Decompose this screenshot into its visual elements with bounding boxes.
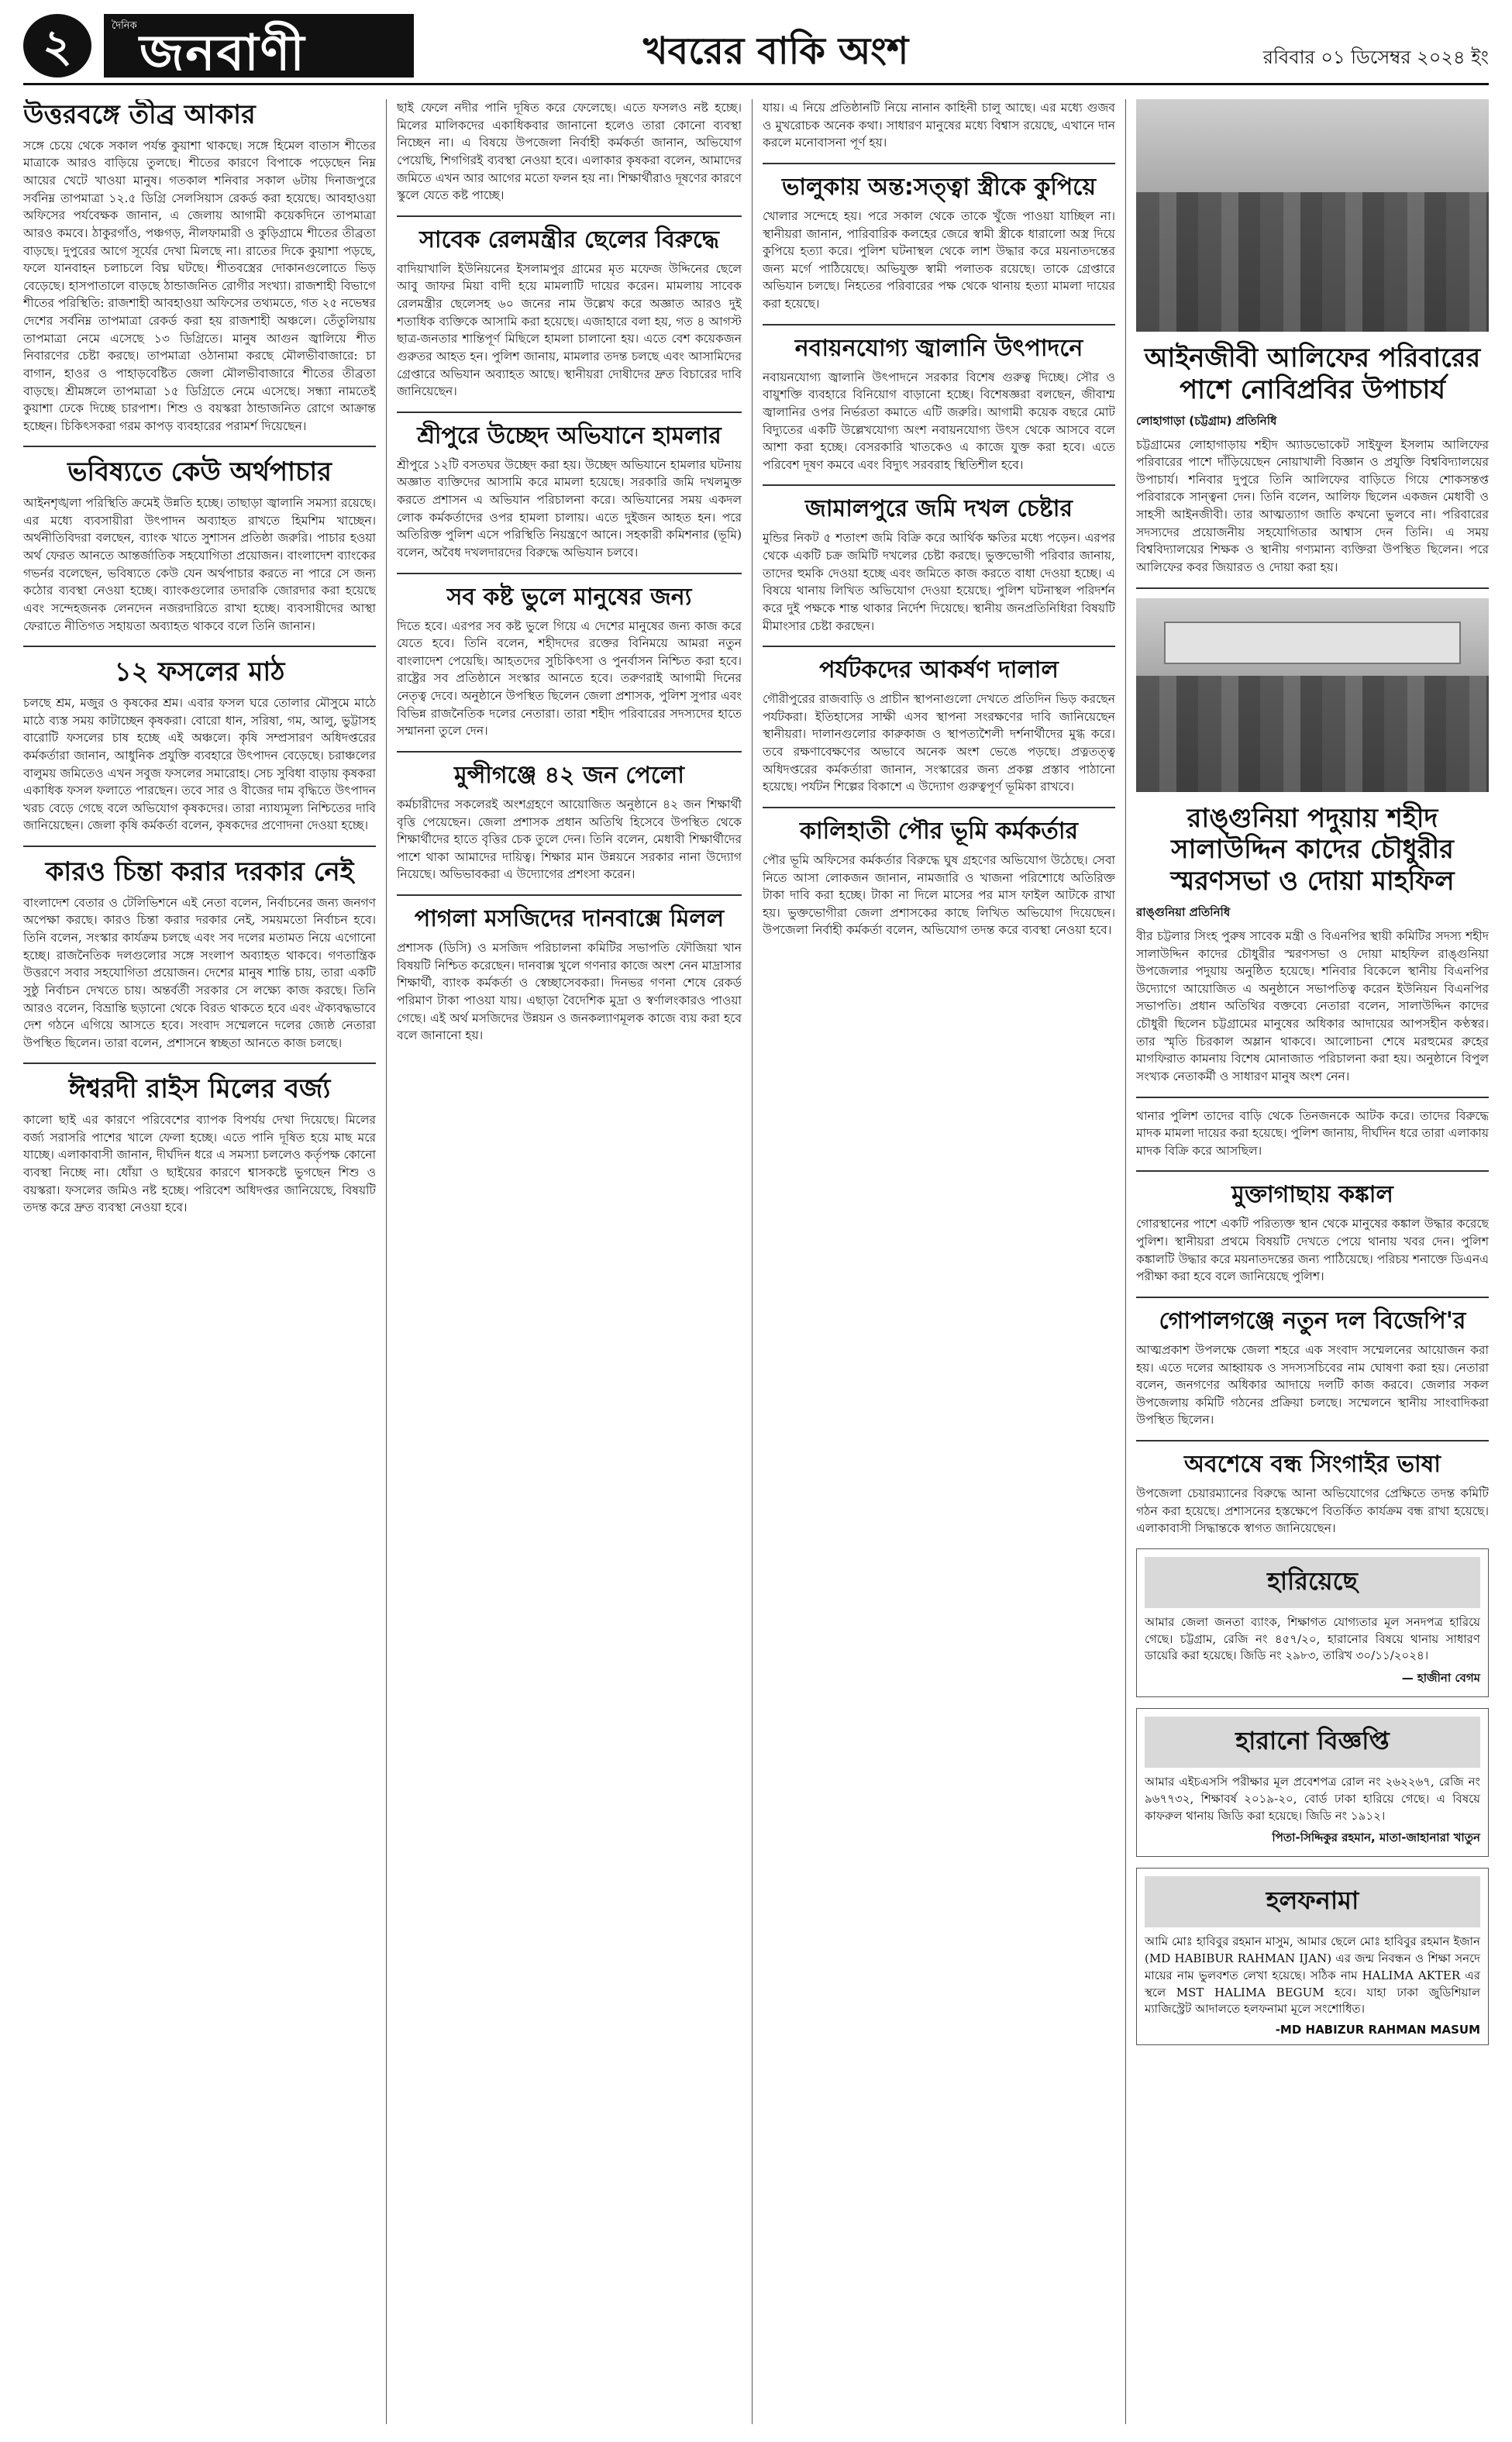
notice-title: হারানো বিজ্ঞপ্তি [1145, 1717, 1480, 1768]
story-headline: কারও চিন্তা করার দরকার নেই [45, 856, 354, 888]
story-body: আত্মপ্রকাশ উপলক্ষে জেলা শহরে এক সংবাদ সম্মেলনের আয়োজন করা হয়। এতে দলের আহ্বায়ক ও সদস্যসচিবের নাম ঘোষণা করা হয়। নেতারা বলেন, জনগণের অধিকার আদায়ে দলটি কাজ করবে। জেলার সকল উপজেলায় কমিটি গঠনের প্রক্রিয়া চলছে। সম্মেলনে স্থানীয় সাংবাদিকরা উপস্থিত ছিলেন। [1136, 1342, 1489, 1428]
story-headline: সব কষ্ট ভুলে মানুষের জন্য [446, 583, 692, 611]
story-divider [397, 573, 742, 574]
story-headline: ভালুকায় অন্ত:সত্ত্বা স্ত্রীকে কুপিয়ে [781, 173, 1097, 201]
story-headline: আইনজীবী আলিফের পরিবারের পাশে নোবিপ্রবির উপাচার্য [1144, 343, 1481, 405]
story-headline: সাবেক রেলমন্ত্রীর ছেলের বিরুদ্ধে [419, 226, 719, 253]
story-byline: রাঙ্গুনিয়া প্রতিনিধি [1136, 904, 1231, 919]
story-body: কালো ছাই এর কারণে পরিবেশের ব্যাপক বিপর্যয় দেখা দিয়েছে। মিলের বর্জ্য সরাসরি পাশের খালে ফেলা হচ্ছে। এতে পানি দূষিত হয়ে মাছ মরে যাচ্ছে। এলাকাবাসী জানান, দীর্ঘদিন ধরে এ সমস্যা চললেও কর্তৃপক্ষ কোনো ব্যবস্থা নিচ্ছে না। ধোঁয়া ও ছাইয়ের কারণে শ্বাসকষ্টে ভুগছেন শিশু ও বয়স্করা। ফসলের জমিও নষ্ট হচ্ছে। পরিবেশ অধিদপ্তর জানিয়েছে, বিষয়টি তদন্ত করে দ্রুত ব্যবস্থা নেওয়া হবে। [23, 1113, 376, 1215]
story-rangunia-memorial [1136, 803, 1489, 1086]
story-headline: জামালপুরে জমি দখল চেষ্টার [805, 495, 1073, 523]
page-number: ২ [23, 14, 91, 77]
story-body: ছাই ফেলে নদীর পানি দূষিত করে ফেলেছে। এতে ফসলও নষ্ট হচ্ছে। মিলের মালিকদের একাধিকবার জানানো হলেও তারা কোনো ব্যবস্থা নিচ্ছেন না। এ বিষয়ে উপজেলা নির্বাহী কর্মকর্তা জানান, অভিযোগ পেয়েছি, শিগগিরই ব্যবস্থা নেওয়া হবে। এলাকার কৃষকরা বলেন, আমাদের জমিতে এখন আর আগের মতো ফলন হয় না। শিক্ষার্থীরাও দূষণের কারণে স্কুলে যেতে কষ্ট পাচ্ছে। [397, 101, 742, 203]
story-gopalganj-party [1136, 1307, 1489, 1429]
story-body: যায়। এ নিয়ে প্রতিষ্ঠানটি নিয়ে নানান কাহিনী চালু আছে। এর মধ্যে গুজব ও মুখরোচক অনেক কথা। সাধারণ মানুষের মধ্যে বিশ্বাস রয়েছে, এখানে দান করলে মনোবাসনা পূর্ণ হয়। [763, 101, 1115, 150]
story-winter [23, 99, 376, 435]
story-divider [23, 1063, 376, 1064]
masthead [23, 14, 1489, 85]
story-headline: শ্রীপুরে উচ্ছেদ অভিযানে হামলার [417, 422, 722, 449]
story-headline: উত্তরবঙ্গে তীব্র আকার [23, 99, 256, 130]
story-divider [763, 484, 1115, 486]
story-body: সঙ্গে চেয়ে থেকে সকাল পর্যন্ত কুয়াশা থাকছে। সঙ্গে হিমেল বাতাস শীতের মাত্রাকে আরও বাড়িয়ে তুলছে। শীতের কারণে বিপাকে পড়েছেন নিম্ন আয়ের খেটে খাওয়া মানুষ। গতকাল শনিবার সকাল ৬টায় দিনাজপুরে সর্বনিম্ন তাপমাত্রা ১২.৫ ডিগ্রি সেলসিয়াস রেকর্ড করা হয়েছে। আবহাওয়া অফিসের পর্যবেক্ষক জানান, এ জেলায় আগামী কয়েকদিনে তাপমাত্রা আরও কমবে। ঠাকুরগাঁও, পঞ্চগড়, নীলফামারী ও কুড়িগ্রামে শীতের তীব্রতা বাড়ছে। দুপুরের আগে সূর্যের দেখা মিলছে না। রাতের দিকে কুয়াশা পড়ছে, ফলে যানবাহন চলাচলে বিঘ্ন ঘটছে। শীতবস্ত্রের দোকানগুলোতে ভিড় বেড়েছে। হাসপাতালে বাড়ছে ঠান্ডাজনিত রোগীর সংখ্যা। রাজশাহী বিভাগে শীতের পরিস্থিতি: রাজশাহী আবহাওয়া অফিসের তথ্যমতে, গত ২৫ নভেম্বর দেশের সর্বনিম্ন তাপমাত্রা রেকর্ড করা হয় রাজশাহী অঞ্চলে। তেঁতুলিয়ায় তাপমাত্রা নেমে এসেছে ১৩ ডিগ্রিতে। মানুষ আগুন জ্বালিয়ে শীত নিবারণের চেষ্টা করছে। তাপমাত্রা ওঠানামা করছে মৌলভীবাজারে: চা বাগান, হাওর ও পাহাড়বেষ্টিত জেলা মৌলভীবাজারে শীতের তীব্রতা বাড়ছে। শ্রীমঙ্গলে তাপমাত্রা ১৫ ডিগ্রিতে নেমে এসেছে। সন্ধ্যা নামতেই কুয়াশা ঢেকে দিচ্ছে চারপাশ। শিশু ও বয়স্করা ঠান্ডাজনিত রোগে আক্রান্ত হচ্ছেন। চিকিৎসকরা গরম কাপড় ব্যবহারের পরামর্শ দিয়েছেন। [23, 138, 376, 433]
story-divider [23, 646, 376, 647]
story-divider [763, 324, 1115, 325]
story-continued [397, 99, 742, 205]
story-crop-fields [23, 656, 376, 835]
story-pagla-mosque [397, 905, 742, 1045]
issue-date: রবিবার ০১ ডিসেম্বর ২০২৪ ইং [1262, 46, 1489, 68]
story-divider [1136, 1170, 1489, 1172]
story-jamalpur-land [763, 495, 1115, 635]
story-rice-mill [23, 1073, 376, 1217]
story-body: বাদিয়াখালি ইউনিয়নের ইসলামপুর গ্রামের মৃত মফেজ উদ্দিনের ছেলে আবু জাফর মিয়া বাদী হয়ে মামলাটি দায়ের করেন। মামলায় সাবেক রেলমন্ত্রীর ছেলেসহ ৬০ জনের নাম উল্লেখ করে অজ্ঞাত আরও দুই শতাধিক ব্যক্তিকে আসামি করা হয়েছে। এজাহারে বলা হয়, গত ৪ আগস্ট ছাত্র-জনতার শান্তিপূর্ণ মিছিলে হামলা চালানো হয়। এতে বেশ কয়েকজন গুরুতর আহত হন। পুলিশ জানায়, মামলার তদন্ত চলছে এবং আসামিদের গ্রেপ্তারে অভিযান অব্যাহত আছে। স্থানীয়রা দোষীদের দ্রুত বিচারের দাবি জানিয়েছেন। [397, 261, 742, 399]
story-body: আইনশৃঙ্খলা পরিস্থিতি ক্রমেই উন্নতি হচ্ছে। তাছাড়া জ্বালানি সমস্যা রয়েছে। এর মধ্যে ব্যবসায়ীরা উৎপাদন অব্যাহত রাখতে হিমশিম খাচ্ছেন। অর্থনীতিবিদরা বলছেন, ব্যাংক খাতে সুশাসন প্রতিষ্ঠা জরুরি। পাচার হওয়া অর্থ ফেরত আনতে আন্তর্জাতিক সহযোগিতা প্রয়োজন। বাংলাদেশ ব্যাংকের গভর্নর বলেছেন, ভবিষ্যতে কেউ যেন অর্থপাচার করতে না পারে সে জন্য কঠোর ব্যবস্থা নেওয়া হচ্ছে। ব্যাংকগুলোর তদারকি জোরদার করা হয়েছে এবং সন্দেহজনক লেনদেন নজরদারিতে রাখা হচ্ছে। ব্যবসায়ীদের আস্থা ফেরাতে নীতিগত সহায়তা অব্যাহত থাকবে বলে তিনি জানান। [23, 496, 376, 633]
story-headline: রাঙ্গুনিয়া পদুয়ায় শহীদ সালাউদ্দিন কাদের চৌধুরীর স্মরণসভা ও দোয়া মাহফিল [1170, 802, 1455, 897]
column-rule [752, 99, 753, 2424]
story-railminister-son [397, 226, 742, 401]
story-munshiganj [397, 762, 742, 883]
column-2 [397, 99, 742, 2424]
story-body: প্রশাসক (ডিসি) ও মসজিদ পরিচালনা কমিটির সভাপতি ফৌজিয়া খান বিষয়টি নিশ্চিত করেছেন। দানবাক্স খুলে গণনার কাজে অংশ নেন মাদ্রাসার শিক্ষার্থী, ব্যাংক কর্মকর্তা ও স্বেচ্ছাসেবকরা। দিনভর গণনা শেষে রেকর্ড পরিমাণ টাকা পাওয়া যায়। এছাড়া বৈদেশিক মুদ্রা ও স্বর্ণালংকারও পাওয়া গেছে। এই অর্থ মসজিদের উন্নয়ন ও জনকল্যাণমূলক কাজে ব্যয় করা হবে বলে জানানো হয়। [397, 941, 742, 1043]
story-body: বাংলাদেশ বেতার ও টেলিভিশনে এই নেতা বলেন, নির্বাচনের জন্য জনগণ অপেক্ষা করছে। কারও চিন্তা করার দরকার নেই, সময়মতো নির্বাচন হবে। তিনি বলেন, সংস্কার কার্যক্রম চলছে এবং সব দলের মতামত নিয়ে এগোনো হচ্ছে। রাজনৈতিক দলগুলোর সঙ্গে সংলাপ অব্যাহত থাকবে। গণতান্ত্রিক উত্তরণে সবার সহযোগিতা প্রয়োজন। দেশের মানুষ শান্তি চায়, তারা একটি সুষ্ঠু নির্বাচন দেখতে চায়। অন্তর্বর্তী সরকার সে লক্ষ্যে কাজ করছে। তিনি আরও বলেন, বিভ্রান্তি ছড়ানো থেকে বিরত থাকতে হবে এবং ঐক্যবদ্ধভাবে দেশ গঠনে এগিয়ে আসতে হবে। সংবাদ সম্মেলনে দলের জ্যেষ্ঠ নেতারা উপস্থিত ছিলেন। তারা বলেন, প্রশাসনে স্বচ্ছতা আনতে কাজ চলছে। [23, 895, 376, 1050]
story-tourist-building [763, 656, 1115, 796]
story-alif-family [1136, 343, 1489, 577]
story-muktagachha [1136, 1181, 1489, 1286]
story-divider [1136, 587, 1489, 589]
story-headline: পর্যটকদের আকর্ষণ দালাল [819, 656, 1059, 684]
story-renewable-energy [763, 335, 1115, 474]
story-body: নবায়নযোগ্য জ্বালানি উৎপাদনে সরকার বিশেষ গুরুত্ব দিচ্ছে। সৌর ও বায়ুশক্তি ব্যবহারে বিনিয়োগ বাড়ানো হচ্ছে। বিশেষজ্ঞরা বলছেন, জীবাশ্ম জ্বালানির ওপর নির্ভরতা কমাতে এটি জরুরি। আগামী কয়েক বছরে মোট বিদ্যুতের একটি উল্লেখযোগ্য অংশ নবায়নযোগ্য উৎস থেকে আসবে বলে আশা করা হচ্ছে। বেসরকারি খাতকেও এ কাজে যুক্ত করা হবে। এতে পরিবেশ দূষণ কমবে এবং বিদ্যুৎ সরবরাহ স্থিতিশীল হবে। [763, 370, 1115, 472]
notice-body: আমার এইচএসসি পরীক্ষার মূল প্রবেশপত্র রোল নং ২৬২২৬৭, রেজি নং ৯৬৭৭৩২, শিক্ষাবর্ষ ২০১৯-২০, বোর্ড ঢাকা হারিয়ে গেছে। এ বিষয়ে কাফরুল থানায় জিডি করা হয়েছে। জিডি নং ১৯১২। [1145, 1775, 1480, 1823]
column-4 [1136, 99, 1489, 2424]
story-kalihati-land-office [763, 818, 1115, 939]
notice-signature: পিতা-সিদ্দিকুর রহমান, মাতা-জাহানারা খাতুন [1272, 1831, 1480, 1845]
logo-daily-label: দৈনিক [112, 20, 137, 32]
story-body: বীর চট্টলার সিংহ পুরুষ সাবেক মন্ত্রী ও বিএনপির স্থায়ী কমিটির সদস্য শহীদ সালাউদ্দিন কাদের চৌধুরীর স্মরণসভা ও দোয়া মাহফিল রাঙ্গুনিয়া উপজেলার পদুয়ায় অনুষ্ঠিত হয়েছে। শনিবার বিকেলে স্থানীয় বিএনপির উদ্যোগে আয়োজিত এ অনুষ্ঠানে সভাপতিত্ব করেন ইউনিয়ন বিএনপির সভাপতি। প্রধান অতিথির বক্তব্যে নেতারা বলেন, সালাউদ্দিন কাদের চৌধুরী ছিলেন চট্টগ্রামের মানুষের অধিকার আদায়ের আপসহীন কণ্ঠস্বর। তার স্মৃতি চিরকাল অম্লান থাকবে। আলোচনা শেষে মরহুমের রুহের মাগফিরাত কামনায় বিশেষ মোনাজাত পরিচালনা করা হয়। অনুষ্ঠানে বিপুল সংখ্যক নেতাকর্মী ও সাধারণ মানুষ অংশ নেন। [1136, 928, 1489, 1083]
story-continued [763, 99, 1115, 152]
story-divider [23, 846, 376, 847]
story-headline: পাগলা মসজিদের দানবাক্সে মিলল [414, 905, 725, 932]
story-body: পৌর ভূমি অফিসের কর্মকর্তার বিরুদ্ধে ঘুষ গ্রহণের অভিযোগ উঠেছে। সেবা নিতে আসা লোকজন জানান, নামজারি ও খাজনা পরিশোধে অতিরিক্ত টাকা দাবি করা হচ্ছে। টাকা না দিলে মাসের পর মাস ফাইল আটকে রাখা হয়। ভুক্তভোগীরা জেলা প্রশাসকের কাছে লিখিত অভিযোগ দিয়েছেন। উপজেলা নির্বাহী কর্মকর্তা বলেন, অভিযোগ তদন্ত করে ব্যবস্থা নেওয়া হবে। [763, 852, 1115, 938]
classified-lost-notice [1136, 1548, 1489, 1697]
story-headline: মুন্সীগঞ্জে ৪২ জন পেলো [454, 761, 684, 789]
story-divider [763, 807, 1115, 808]
notice-title: হলফনামা [1145, 1876, 1480, 1927]
story-body: চলছে শ্রম, মজুর ও কৃষকের শ্রম। এবার ফসল ঘরে তোলার মৌসুমে মাঠে মাঠে ব্যস্ত সময় কাটাচ্ছেন কৃষকরা। বোরো ধান, সরিষা, গম, আলু, ভুট্টাসহ বারোটি ফসলের চাষ হচ্ছে এই অঞ্চলে। কৃষি সম্প্রসারণ অধিদপ্তরের কর্মকর্তারা জানান, আধুনিক প্রযুক্তি ব্যবহারে উৎপাদন বেড়েছে। চরাঞ্চলের বালুময় জমিতেও এখন সবুজ ফসলের সমারোহ। সেচ সুবিধা বাড়ায় কৃষকরা একাধিক ফসল ফলাতে পারছেন। তবে সার ও বীজের দাম বৃদ্ধিতে উৎপাদন খরচ বেড়ে গেছে বলে অভিযোগ কৃষকদের। তারা ন্যায্যমূল্য নিশ্চিতের দাবি জানিয়েছেন। জেলা কৃষি কর্মকর্তা বলেন, কৃষকদের প্রণোদনা দেওয়া হচ্ছে। [23, 696, 376, 833]
notice-title: হারিয়েছে [1145, 1557, 1480, 1608]
story-body: চট্টগ্রামের লোহাগাড়ায় শহীদ অ্যাডভোকেট সাইফুল ইসলাম আলিফের পরিবারের পাশে দাঁড়িয়েছেন নোয়াখালী বিজ্ঞান ও প্রযুক্তি বিশ্ববিদ্যালয়ের উপাচার্য। শনিবার দুপুরে তিনি আলিফের বাড়িতে গিয়ে শোকসন্তপ্ত পরিবারকে সান্ত্বনা দেন। তিনি বলেন, আলিফ ছিলেন একজন মেধাবী ও সাহসী আইনজীবী। তার আত্মত্যাগ জাতি কখনো ভুলবে না। পরিবারের সদস্যদের প্রয়োজনীয় সহযোগিতার আশ্বাস দেন তিনি। এ সময় বিশ্ববিদ্যালয়ের শিক্ষক ও স্থানীয় গণ্যমান্য ব্যক্তিরা উপস্থিত ছিলেন। পরে আলিফের কবর জিয়ারত ও দোয়া করা হয়। [1136, 437, 1489, 574]
story-byline: লোহাগাড়া (চট্টগ্রাম) প্রতিনিধি [1136, 413, 1277, 428]
story-headline: গোপালগঞ্জে নতুন দল বিজেপি'র [1159, 1307, 1466, 1335]
story-body: দিতে হবে। এরপর সব কষ্ট ভুলে গিয়ে এ দেশের মানুষের জন্য কাজ করে যেতে হবে। তিনি বলেন, শহীদদের রক্তের বিনিময়ে আমরা নতুন বাংলাদেশ পেয়েছি। আহতদের সুচিকিৎসা ও পুনর্বাসন নিশ্চিত করা হবে। রাষ্ট্রের সব প্রতিষ্ঠানে সংস্কার আনতে হবে। তরুণরাই আগামী দিনের নেতৃত্ব দেবে। অনুষ্ঠানে উপস্থিত ছিলেন জেলা প্রশাসক, পুলিশ সুপার এবং বিভিন্ন রাজনৈতিক দলের নেতারা। তারা শহীদ পরিবারের সদস্যদের হাতে সম্মাননা তুলে দেন। [397, 618, 742, 739]
story-for-people [397, 584, 742, 740]
column-rule [1125, 99, 1126, 2424]
story-sreepur-eviction [397, 422, 742, 562]
story-body: থানার পুলিশ তাদের বাড়ি থেকে তিনজনকে আটক করে। তাদের বিরুদ্ধে মাদক মামলা দায়ের করা হয়েছে। পুলিশ জানায়, দীর্ঘদিন ধরে তারা এলাকায় মাদক বিক্রি করে আসছিল। [1136, 1108, 1489, 1158]
column-3 [763, 99, 1115, 2424]
column-1 [23, 99, 376, 2424]
story-headline: কালিহাতী পৌর ভূমি কর্মকর্তার [799, 817, 1079, 845]
story-body: মুন্ডির নিকট ৫ শতাংশ জমি বিক্রি করে আর্থিক ক্ষতির মধ্যে পড়েন। এরপর থেকে একটি চক্র জমিটি দখলের চেষ্টা করছে। ভুক্তভোগী পরিবার জানায়, তাদের হুমকি দেওয়া হচ্ছে এবং জমিতে কাজ করতে বাধা দেওয়া হচ্ছে। এ বিষয়ে থানায় লিখিত অভিযোগ দেওয়া হয়েছে। পুলিশ ঘটনাস্থল পরিদর্শন করে দুই পক্ষকে শান্ত থাকার নির্দেশ দিয়েছে। স্থানীয় জনপ্রতিনিধিরা বিষয়টি মীমাংসার চেষ্টা করছেন। [763, 531, 1115, 633]
notice-signature: — হাজীনা বেগম [1401, 1671, 1480, 1686]
story-headline: ঈশ্বরদী রাইস মিলের বর্জ্য [68, 1073, 331, 1105]
story-divider [397, 215, 742, 217]
story-divider [1136, 1297, 1489, 1298]
story-body: শ্রীপুরে ১২টি বসতঘর উচ্ছেদ করা হয়। উচ্ছেদ অভিযানে হামলার ঘটনায় অজ্ঞাত ব্যক্তিদের আসামি করে মামলা হয়েছে। সরকারি জমি দখলমুক্ত করতে প্রশাসন এ অভিযান পরিচালনা করে। অভিযানের সময় একদল লোক কর্মকর্তাদের ওপর হামলা চালায়। এতে দুইজন আহত হন। পরে অতিরিক্ত পুলিশ এসে পরিস্থিতি নিয়ন্ত্রণে আনে। সহকারী কমিশনার (ভূমি) বলেন, অবৈধ দখলদারদের বিরুদ্ধে অভিযান চলবে। [397, 457, 742, 560]
story-divider [397, 894, 742, 896]
story-no-worry [23, 856, 376, 1052]
classified-lost-document [1136, 1708, 1489, 1857]
photo-crowd [1136, 676, 1489, 792]
story-headline: নবায়নযোগ্য জ্বালানি উৎপাদনে [794, 334, 1083, 362]
story-singair [1136, 1451, 1489, 1538]
classified-affidavit [1136, 1868, 1489, 2045]
notice-signature: -MD HABIZUR RAHMAN MASUM [1275, 2023, 1480, 2037]
story-headline: মুক্তাগাছায় কঙ্কাল [1231, 1181, 1393, 1209]
story-body: কর্মচারীদের সকলেরই অংশগ্রহণে আয়োজিত অনুষ্ঠানে ৪২ জন শিক্ষার্থী বৃত্তি পেয়েছেন। জেলা প্রশাসক প্রধান অতিথি হিসেবে উপস্থিত থেকে শিক্ষার্থীদের হাতে বৃত্তির চেক তুলে দেন। তিনি বলেন, মেধাবী শিক্ষার্থীদের পাশে থাকা আমাদের দায়িত্ব। শিক্ষার মান উন্নয়নে সরকার নানা উদ্যোগ নিয়েছে। অভিভাবকরা এ উদ্যোগের প্রশংসা করেন। [397, 797, 742, 882]
story-continued [1136, 1107, 1489, 1160]
news-photo [1136, 99, 1489, 332]
story-divider [1136, 1440, 1489, 1441]
story-divider [397, 412, 742, 413]
notice-body: আমি মোঃ হাবিবুর রহমান মাসুম, আমার ছেলে মোঃ হাবিবুর রহমান ইজান (MD HABIBUR RAHMAN IJAN) এর জন্ম নিবন্ধন ও শিক্ষা সনদে মায়ের নাম ভুলবশত লেখা হয়েছে। সঠিক নাম HALIMA AKTER এর স্থলে MST HALIMA BEGUM হবে। যাহা ঢাকা জুডিশিয়াল ম্যাজিস্ট্রেট আদালতে হলফনামা মূলে সংশোধিত। [1145, 1934, 1480, 2017]
news-photo [1136, 598, 1489, 792]
story-divider [1136, 1097, 1489, 1098]
story-divider [397, 751, 742, 753]
logo-name: জনবাণী [139, 25, 306, 82]
photo-crowd [1136, 192, 1489, 332]
story-money-laundering [23, 456, 376, 635]
story-headline: ভবিষ্যতে কেউ অর্থপাচার [67, 456, 332, 488]
photo-stage-banner [1164, 622, 1460, 664]
story-body: গৌরীপুরের রাজবাড়ি ও প্রাচীন স্থাপনাগুলো দেখতে প্রতিদিন ভিড় করছেন পর্যটকরা। ইতিহাসের সাক্ষী এসব স্থাপনা সংরক্ষণের দাবি জানিয়েছেন স্থানীয়রা। দালানগুলোর কারুকাজ ও স্থাপত্যশৈলী দর্শনার্থীদের মুগ্ধ করে। তবে রক্ষণাবেক্ষণের অভাবে অনেক অংশ ভেঙে পড়ছে। প্রত্নতত্ত্ব অধিদপ্তরের কর্মকর্তারা জানান, সংস্কারের জন্য প্রকল্প প্রস্তাব পাঠানো হয়েছে। পর্যটন শিল্পের বিকাশে এ উদ্যোগ গুরুত্বপূর্ণ ভূমিকা রাখবে। [763, 692, 1115, 794]
story-divider [763, 163, 1115, 164]
story-body: উপজেলা চেয়ারম্যানের বিরুদ্ধে আনা অভিযোগের প্রেক্ষিতে তদন্ত কমিটি গঠন করা হয়েছে। প্রশাসনের হস্তক্ষেপে বিতর্কিত কার্যক্রম বন্ধ রাখা হয়েছে। এলাকাবাসী সিদ্ধান্তকে স্বাগত জানিয়েছেন। [1136, 1486, 1489, 1536]
story-body: গোরস্থানের পাশে একটি পরিত্যক্ত স্থান থেকে মানুষের কঙ্কাল উদ্ধার করেছে পুলিশ। স্থানীয়রা প্রথমে বিষয়টি দেখতে পেয়ে থানায় খবর দেন। পুলিশ কঙ্কালটি উদ্ধার করে ময়নাতদন্তের জন্য পাঠিয়েছে। পরিচয় শনাক্তে ডিএনএ পরীক্ষা করা হবে বলে জানিয়েছে পুলিশ। [1136, 1217, 1489, 1284]
section-title: খবরের বাকি অংশ [643, 29, 909, 73]
story-divider [763, 646, 1115, 647]
story-bhaluka [763, 174, 1115, 313]
column-rule [386, 99, 387, 2424]
story-divider [23, 446, 376, 447]
story-headline: অবশেষে বন্ধ সিংগাইর ভাষা [1184, 1451, 1441, 1479]
notice-body: আমার জেলা জনতা ব্যাংক, শিক্ষাগত যোগ্যতার মূল সনদপত্র হারিয়ে গেছে। চট্টগ্রাম, রেজি নং ৪৫৭/২০, হারানোর বিষয়ে থানায় সাধারণ ডায়েরি করা হয়েছে। জিডি নং ২৯৮৩, তারিখ ৩০/১১/২০২৪। [1145, 1614, 1480, 1663]
story-body: খোলার সন্দেহে হয়। পরে সকাল থেকে তাকে খুঁজে পাওয়া যাচ্ছিল না। স্থানীয়রা জানান, পারিবারিক কলহের জেরে স্বামী স্ত্রীকে ধারালো অস্ত্র দিয়ে কুপিয়ে হত্যা করে। পুলিশ ঘটনাস্থল থেকে লাশ উদ্ধার করে ময়নাতদন্তের জন্য মর্গে পাঠিয়েছে। অভিযুক্ত স্বামী পলাতক রয়েছে। তাকে গ্রেপ্তারে অভিযান চলছে। নিহতের পরিবারের পক্ষ থেকে থানায় হত্যা মামলা দায়ের করা হয়েছে। [763, 208, 1115, 311]
story-headline: ১২ ফসলের মাঠ [114, 656, 285, 688]
newspaper-logo [104, 14, 414, 82]
